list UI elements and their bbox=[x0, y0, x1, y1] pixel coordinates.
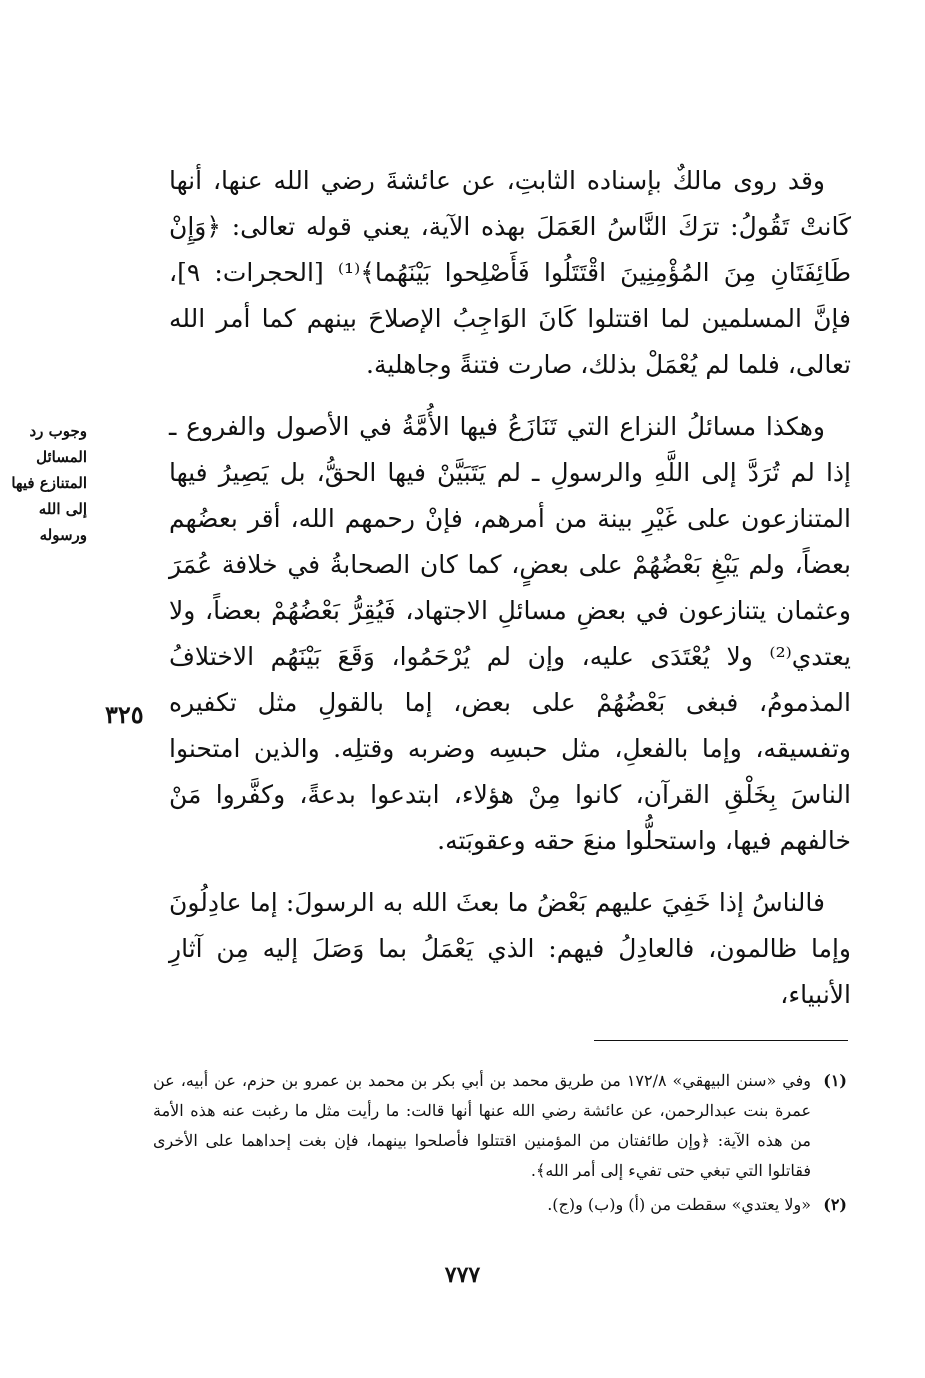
footnote-text: وفي «سنن البيهقي» ١٧٢/٨ من طريق محمد بن أبي بكر بن محمد بن عمرو بن حزم، عن أبيه، عن عمرة بنت عبدالرحمن، عن عائشة رضي الله عنها أنها قالت: ما رأيت مثل ما رغبت عنه هذه الأمة من هذه الآية: ﴿وإن طائفتان من المؤمنين اقتتلوا فأصلحوا بينهما، فإن بغت إحداهما على الأخرى فقاتلوا التي تبغي حتى تفيء إلى أمر الله﴾. bbox=[153, 1071, 811, 1180]
footnotes bbox=[153, 1066, 847, 1224]
paragraph-2: وهكذا مسائلُ النزاع التي تَنَازَعُ فيها الأُمَّةُ في الأصول والفروع ـ إذا لم تُرَدَّ إلى اللَّهِ والرسولِ ـ لم يَتَبَيَّنْ فيها الحقُّ، بل يَصِيرُ فيها المتنازعون على غَيْرِ بينة من أمرهم، فإنْ رحمهم الله، أقر بعضُهم بعضاً، ولم يَبْغِ بَعْضُهُمْ على بعضٍ، كما كان الصحابةُ في خلافة عُمَرَ وعثمان يتنازعون في بعضِ مسائلِ الاجتهاد، فَيُقِرُّ بَعْضُهُمْ بعضاً، ولا يعتدي⁽²⁾ ولا يُعْتَدَى عليه، وإن لم يُرْحَمُوا، وَقَعَ بَيْنَهُم الاختلافُ المذمومُ، فبغى بَعْضُهُمْ على بعض، إما بالقولِ مثل تكفيره وتفسيقه، وإما بالفعلِ، مثل حبسِه وضربه وقتلِه. والذين امتحنوا الناسَ بِخَلْقِ القرآن، كانوا مِنْ هؤلاء، ابتدعوا بدعةً، وكفَّروا مَنْ خالفهم فيها، واستحلُّوا منعَ حقه وعقوبَته. bbox=[169, 412, 852, 855]
paragraph-1: وقد روى مالكٌ بإسناده الثابتِ، عن عائشةَ رضي الله عنها، أنها كَانتْ تَقُولُ: ترَكَ النَّاسُ العَمَلَ بهذه الآية، يعني قوله تعالى: ﴿وَإِنْ طَائِفَتَانِ مِنَ المُؤْمِنِينَ اقْتَتَلُوا فَأَصْلِحوا بَيْنَهُما﴾⁽¹⁾ [الحجرات: ٩]، فإنَّ المسلمين لما اقتتلوا كَانَ الوَاجِبُ الإصلاحَ بينهم كما أمر الله تعالى، فلما لم يُعْمَلْ بذلك، صارت فتنةً وجاهلية. bbox=[169, 166, 852, 379]
footnote-text: «ولا يعتدي» سقطت من (أ) و(ب) و(ج). bbox=[547, 1195, 811, 1214]
footnote-2 bbox=[153, 1190, 847, 1220]
footnote-1 bbox=[153, 1066, 847, 1186]
footnote-number: (٢) bbox=[823, 1195, 847, 1214]
paragraph-3: فالناسُ إذا خَفِيَ عليهم بَعْضُ ما بعثَ الله به الرسولَ: إما عادِلُونَ وإما ظالمون، فالعادِلُ فيهم: الذي يَعْمَلُ بما وَصَلَ إليه مِن آثارِ الأنبياء، bbox=[169, 888, 851, 1009]
page-number: ٧٧٧ bbox=[444, 1262, 481, 1288]
footnote-separator bbox=[594, 1040, 848, 1041]
margin-heading: وجوب رد المسائل المتنازع فيها إلى الله ورسوله bbox=[11, 422, 87, 544]
main-text bbox=[169, 158, 851, 1018]
margin-page-reference: ٣٢٥ bbox=[105, 700, 144, 729]
footnote-number: (١) bbox=[823, 1071, 847, 1090]
